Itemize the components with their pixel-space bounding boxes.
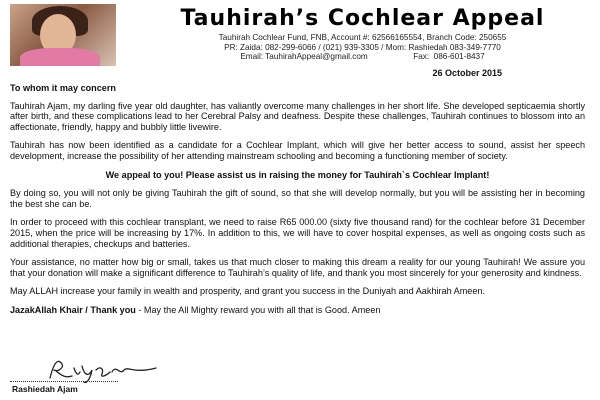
greeting: To whom it may concern (10, 83, 116, 93)
letterhead-contact (130, 33, 595, 62)
letterhead-title: Tauhirah’s Cochlear Appeal (180, 6, 545, 31)
child-photo (10, 4, 116, 66)
letter-date: 26 October 2015 (432, 68, 502, 78)
photo-shirt (20, 48, 100, 66)
signatory-name: Rashiedah Ajam (12, 384, 78, 394)
paragraph-5: Your assistance, no matter how big or small, takes us that much closer to making this dream a reality for our young Tauhirah! We assure you that your donation will make a significant difference to Tauhirah’s quality of life, and thank you most sincerely for your generosity and kindness. (10, 257, 585, 278)
appeal-heading: We appeal to you! Please assist us in raising the money for Tauhirah`s Cochlear Implant! (105, 169, 490, 180)
handwritten-signature (44, 356, 164, 384)
paragraph-3: By doing so, you will not only be giving Tauhirah the gift of sound, so that she will develop normally, but you will be assisting her in becoming the best she can be. (10, 188, 585, 209)
phone-details: PR: Zaida: 082-299-6066 / (021) 939-3305 / Mom: Rashiedah 083-349-7770 (224, 42, 501, 52)
paragraph-2: Tauhirah has now been identified as a candidate for a Cochlear Implant, which will give her better access to sound, assist her speech development, increase the possibility of her attending mainstream schooling and becoming a functioning member of society. (10, 140, 585, 161)
paragraph-4: In order to proceed with this cochlear transplant, we need to raise R65 000.00 (sixty five thousand rand) for the cochlear before 31 December 2015, when the price will be increasing by 17%. In addition to this, we will have to cover hospital expenses, as well as ongoing costs such as additional therapies, checkups and batteries. (10, 217, 585, 249)
signature-line (10, 381, 118, 382)
email-fax-details: Email: TauhirahAppeal@gmail.com Fax: 086-601-8437 (240, 52, 485, 62)
paragraph-6: May ALLAH increase your family in wealth and prosperity, and grant you success in the Duniyah and Aakhirah Ameen. (10, 286, 485, 297)
paragraph-1: Tauhirah Ajam, my darling five year old daughter, has valiantly overcome many challenges in her short life. She developed septicaemia shortly after birth, and these complications lead to her Cerebral Palsy and deafness. Despite these challenges, Tauhirah continues to blossom into an affectionate, friendly, happy and bubbly little livewire. (10, 100, 585, 132)
closing-bold: JazakAllah Khair / Thank you (10, 304, 136, 315)
letter-body (10, 83, 585, 324)
closing-line (10, 305, 585, 316)
closing-rest: - May the All Mighty reward you with all that is Good. Ameen (135, 304, 381, 315)
bank-details: Tauhirah Cochlear Fund, FNB, Account #: 62566165554, Branch Code: 250655 (218, 33, 507, 42)
